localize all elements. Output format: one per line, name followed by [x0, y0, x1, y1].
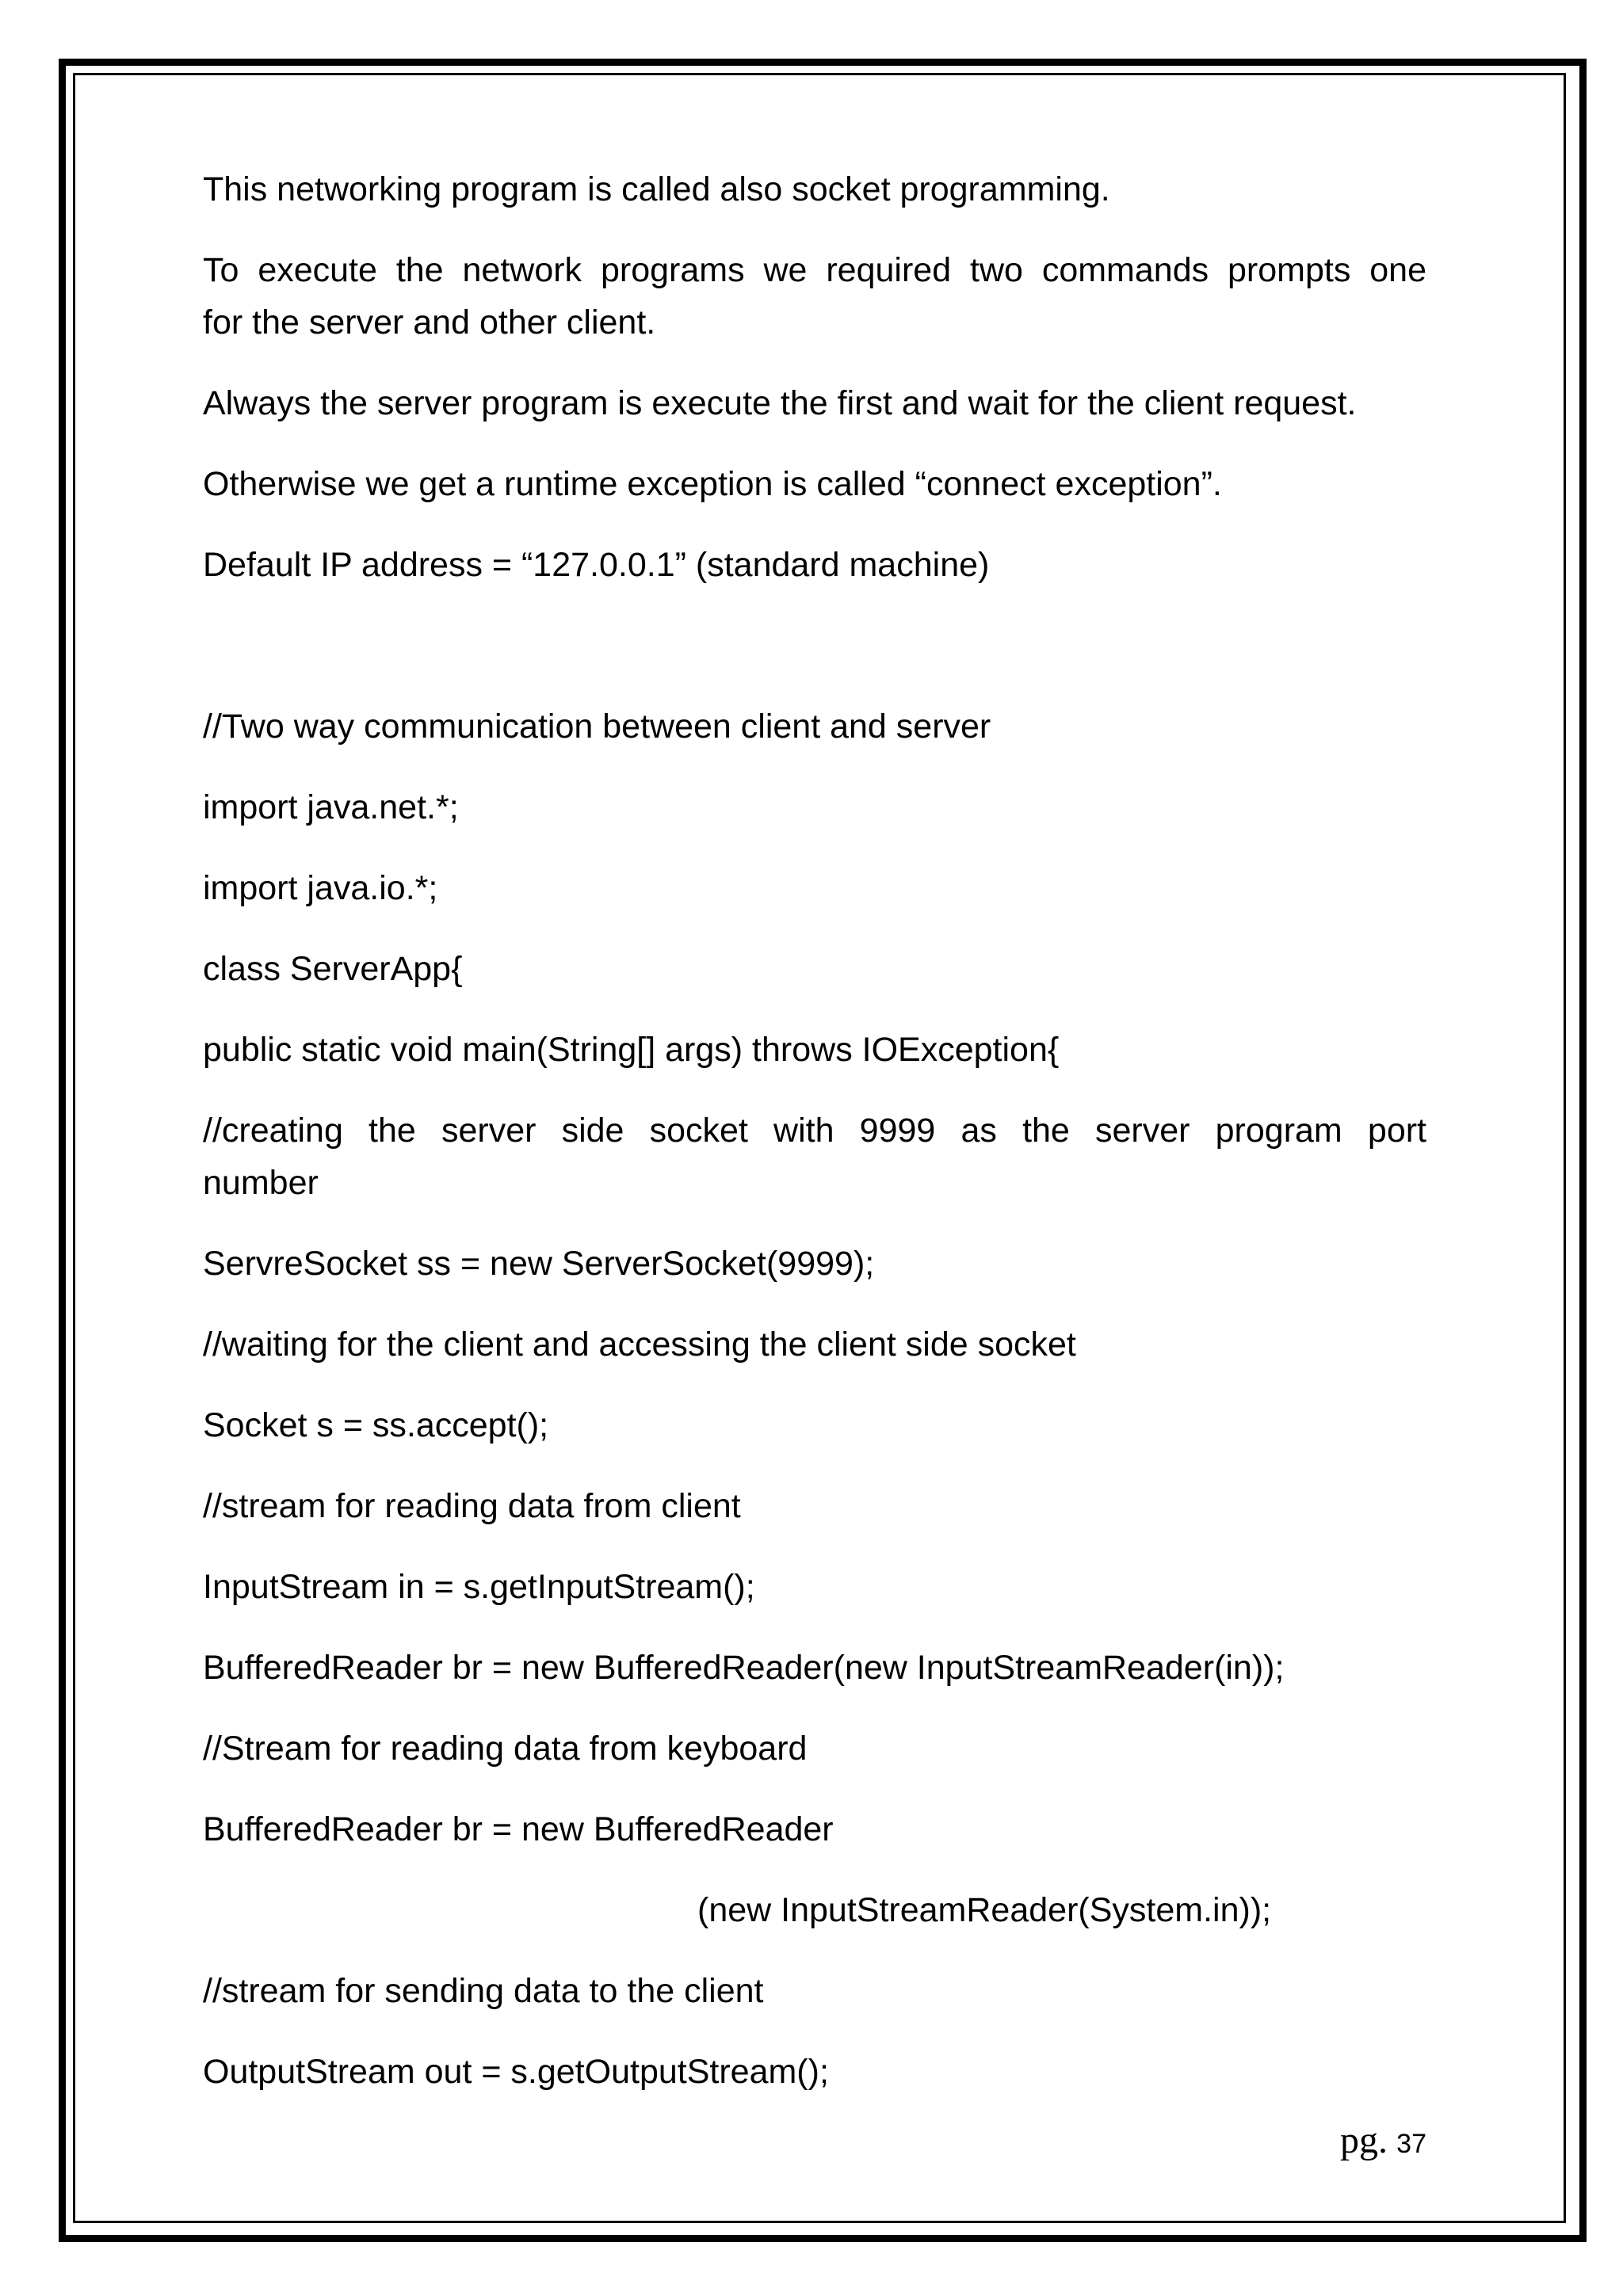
- paragraph-server-first: Always the server program is execute the first and wait for the client request.: [203, 384, 1357, 422]
- page-number: [1340, 2120, 1426, 2164]
- paragraph-connect-exception: Otherwise we get a runtime exception is called “connect exception”.: [203, 465, 1222, 503]
- code-socket-accept: Socket s = ss.accept();: [203, 1406, 549, 1444]
- code-comment-two-way: //Two way communication between client and server: [203, 707, 991, 746]
- code-buffered-reader-kb-line2: (new InputStreamReader(System.in));: [697, 1891, 1272, 1929]
- code-class-declaration: class ServerApp{: [203, 950, 463, 988]
- code-buffered-reader-kb-line1: BufferedReader br = new BufferedReader: [203, 1810, 834, 1848]
- code-main-declaration: public static void main(String[] args) throws IOException{: [203, 1031, 1060, 1069]
- paragraph-default-ip: Default IP address = “127.0.0.1” (standard machine): [203, 546, 990, 584]
- code-comment-waiting: //waiting for the client and accessing the client side socket: [203, 1325, 1076, 1363]
- code-comment-creating-line1: [203, 1104, 1426, 1157]
- paragraph-execute-line1: [203, 244, 1426, 296]
- code-import-net: import java.net.*;: [203, 788, 459, 826]
- code-import-io: import java.io.*;: [203, 869, 438, 907]
- code-server-socket: ServreSocket ss = new ServerSocket(9999);: [203, 1245, 875, 1283]
- paragraph-socket-programming: This networking program is called also socket programming.: [203, 170, 1110, 208]
- page-number-value: 37: [1396, 2129, 1426, 2159]
- code-output-stream: OutputStream out = s.getOutputStream();: [203, 2053, 829, 2091]
- code-comment-keyboard: //Stream for reading data from keyboard: [203, 1730, 808, 1768]
- code-comment-creating-line2: number: [203, 1164, 319, 1202]
- paragraph-execute-line2: for the server and other client.: [203, 303, 656, 341]
- page-number-label: pg.: [1340, 2119, 1388, 2161]
- paragraph-execute-line1-text: To execute the network programs we required two commands prompts one: [203, 251, 1426, 289]
- code-input-stream: InputStream in = s.getInputStream();: [203, 1568, 755, 1606]
- code-comment-reading-client: //stream for reading data from client: [203, 1487, 741, 1525]
- code-comment-creating-line1-text: //creating the server side socket with 9999 as the server program port: [203, 1112, 1426, 1150]
- code-buffered-reader-in: BufferedReader br = new BufferedReader(new InputStreamReader(in));: [203, 1649, 1285, 1687]
- code-comment-sending: //stream for sending data to the client: [203, 1972, 764, 2010]
